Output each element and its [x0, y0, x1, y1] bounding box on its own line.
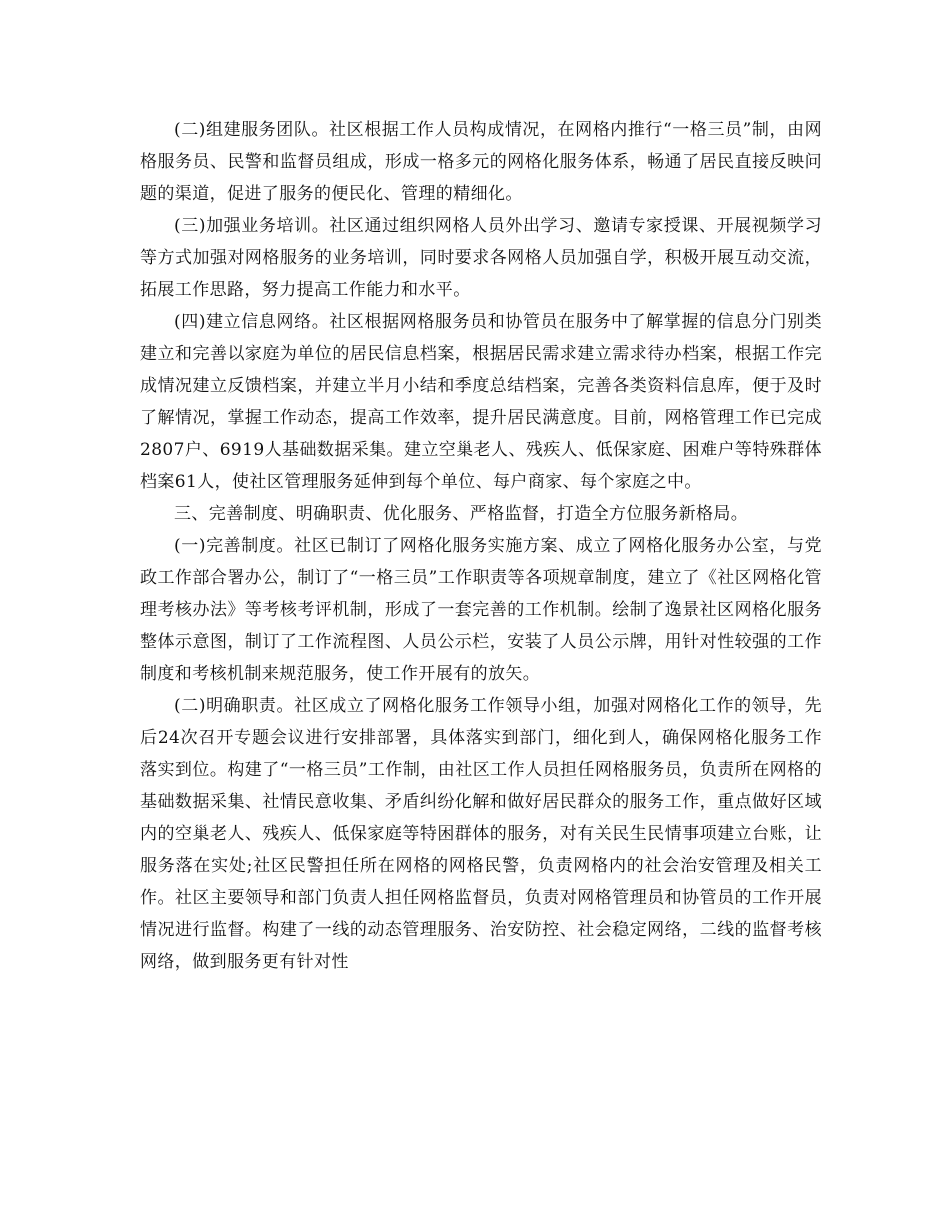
paragraph-team-building: (二)组建服务团队。社区根据工作人员构成情况，在网格内推行“一格三员”制，由网格服务员、民警和监督员组成，形成一格多元的网格化服务体系，畅通了居民直接反映问题的渠道，促进了服务的便民化、管理的精细化。	[140, 120, 822, 204]
paragraph-clarify-duties: (二)明确职责。社区成立了网格化服务工作领导小组，加强对网格化工作的领导，先后24次召开专题会议进行安排部署，具体落实到部门，细化到人，确保网格化服务工作落实到位。构建了“一格三员”工作制，由社区工作人员担任网格服务员，负责所在网格的基础数据采集、社情民意收集、矛盾纠纷化解和做好居民群众的服务工作，重点做好区域内的空巢老人、残疾人、低保家庭等特困群体的服务，对有关民生民情事项建立台账，让服务落在实处;社区民警担任所在网格的网格民警，负责网格内的社会治安管理及相关工作。社区主要领导和部门负责人担任网格监督员，负责对网格管理员和协管员的工作开展情况进行监督。构建了一线的动态管理服务、治安防控、社会稳定网络，二线的监督考核网络，做到服务更有针对性	[140, 696, 822, 972]
paragraph-info-network: (四)建立信息网络。社区根据网格服务员和协管员在服务中了解掌握的信息分门别类建立和完善以家庭为单位的居民信息档案，根据居民需求建立需求待办档案，根据工作完成情况建立反馈档案，并建立半月小结和季度总结档案，完善各类资料信息库，便于及时了解情况，掌握工作动态，提高工作效率，提升居民满意度。目前，网格管理工作已完成2807户、6919人基础数据采集。建立空巢老人、残疾人、低保家庭、困难户等特殊群体档案61人，使社区管理服务延伸到每个单位、每户商家、每个家庭之中。	[140, 312, 822, 492]
paragraph-improve-system: (一)完善制度。社区已制订了网格化服务实施方案、成立了网格化服务办公室，与党政工作部合署办公，制订了“一格三员”工作职责等各项规章制度，建立了《社区网格化管理考核办法》等考核考评机制，形成了一套完善的工作机制。绘制了逸景社区网格化服务整体示意图，制订了工作流程图、人员公示栏，安装了人员公示牌，用针对性较强的工作制度和考核机制来规范服务，使工作开展有的放矢。	[140, 536, 822, 684]
section-heading-three: 三、完善制度、明确职责、优化服务、严格监督，打造全方位服务新格局。	[174, 504, 749, 524]
paragraph-training: (三)加强业务培训。社区通过组织网格人员外出学习、邀请专家授课、开展视频学习等方式加强对网格服务的业务培训，同时要求各网格人员加强自学，积极开展互动交流，拓展工作思路，努力提高工作能力和水平。	[140, 216, 822, 300]
document-body	[140, 114, 822, 978]
